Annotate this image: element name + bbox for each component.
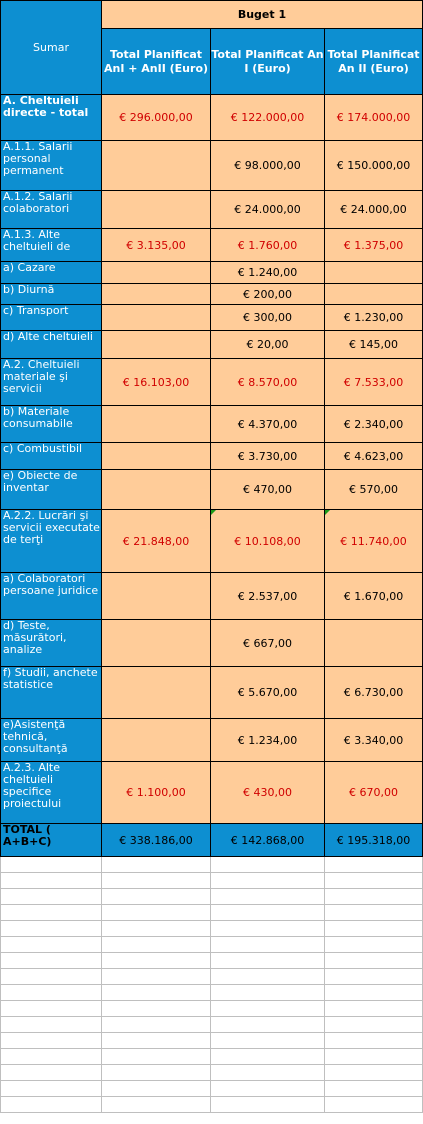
- empty-row: [1, 969, 423, 985]
- table-row: [1, 359, 423, 406]
- cell-an2[interactable]: [325, 284, 423, 305]
- cell-total[interactable]: [102, 262, 211, 284]
- cell-total[interactable]: [102, 719, 211, 762]
- cell-an2[interactable]: € 174.000,00: [325, 95, 423, 141]
- empty-row: [1, 905, 423, 921]
- empty-cell[interactable]: [102, 1001, 211, 1017]
- empty-row: [1, 1081, 423, 1097]
- table-row: [1, 262, 423, 284]
- row-label: a) Cazare: [1, 262, 102, 284]
- row-label: A.1.3. Alte cheltuieli de: [1, 229, 102, 262]
- empty-cell[interactable]: [102, 1081, 211, 1097]
- empty-cell[interactable]: [1, 1001, 102, 1017]
- empty-cell[interactable]: [211, 1065, 325, 1081]
- empty-cell[interactable]: [102, 953, 211, 969]
- cell-total[interactable]: [102, 470, 211, 510]
- cell-an2[interactable]: € 11.740,00: [325, 510, 423, 573]
- empty-row: [1, 889, 423, 905]
- empty-cell[interactable]: [102, 1065, 211, 1081]
- cell-an1[interactable]: € 20,00: [211, 331, 325, 359]
- empty-cell[interactable]: [102, 937, 211, 953]
- empty-cell[interactable]: [325, 1097, 423, 1113]
- empty-cell[interactable]: [325, 1049, 423, 1065]
- empty-cell[interactable]: [1, 937, 102, 953]
- table-row: [1, 443, 423, 470]
- empty-cell[interactable]: [325, 1017, 423, 1033]
- cell-an1[interactable]: € 3.730,00: [211, 443, 325, 470]
- empty-cell[interactable]: [211, 857, 325, 873]
- cell-an2[interactable]: € 670,00: [325, 762, 423, 824]
- empty-cell[interactable]: [325, 953, 423, 969]
- empty-cell[interactable]: [102, 1033, 211, 1049]
- empty-cell[interactable]: [211, 1001, 325, 1017]
- row-label: d) Teste, măsurători, analize: [1, 620, 102, 667]
- row-label: e)Asistenţă tehnică, consultanţă: [1, 719, 102, 762]
- empty-cell[interactable]: [325, 873, 423, 889]
- empty-cell[interactable]: [1, 1017, 102, 1033]
- cell-an2[interactable]: € 2.340,00: [325, 406, 423, 443]
- empty-cell[interactable]: [1, 1065, 102, 1081]
- table-row: [1, 510, 423, 573]
- empty-cell[interactable]: [1, 873, 102, 889]
- cell-an1[interactable]: € 1.760,00: [211, 229, 325, 262]
- table-row: [1, 305, 423, 331]
- empty-cell[interactable]: [1, 953, 102, 969]
- cell-total[interactable]: [102, 573, 211, 620]
- empty-row: [1, 1033, 423, 1049]
- empty-cell[interactable]: [1, 1097, 102, 1113]
- cell-an2[interactable]: € 3.340,00: [325, 719, 423, 762]
- row-label: a) Colaboratori persoane juridice: [1, 573, 102, 620]
- empty-cell[interactable]: [1, 1033, 102, 1049]
- cell-total[interactable]: [102, 284, 211, 305]
- cell-an1[interactable]: € 122.000,00: [211, 95, 325, 141]
- cell-total[interactable]: € 3.135,00: [102, 229, 211, 262]
- empty-row: [1, 1097, 423, 1113]
- cell-an2[interactable]: € 6.730,00: [325, 667, 423, 719]
- empty-cell[interactable]: [211, 1033, 325, 1049]
- empty-row: [1, 1017, 423, 1033]
- empty-cell[interactable]: [325, 937, 423, 953]
- cell-an1[interactable]: € 4.370,00: [211, 406, 325, 443]
- cell-an2[interactable]: € 1.670,00: [325, 573, 423, 620]
- empty-cell[interactable]: [325, 857, 423, 873]
- empty-row: [1, 1065, 423, 1081]
- cell-an1[interactable]: € 98.000,00: [211, 141, 325, 191]
- empty-cell[interactable]: [211, 985, 325, 1001]
- cell-total[interactable]: [102, 667, 211, 719]
- empty-cell[interactable]: [325, 1001, 423, 1017]
- row-label: e) Obiecte de inventar: [1, 470, 102, 510]
- empty-cell[interactable]: [211, 1017, 325, 1033]
- cell-an1[interactable]: € 200,00: [211, 284, 325, 305]
- cell-total[interactable]: [102, 331, 211, 359]
- empty-cell[interactable]: [325, 1065, 423, 1081]
- empty-cell[interactable]: [1, 985, 102, 1001]
- cell-an1[interactable]: € 430,00: [211, 762, 325, 824]
- empty-cell[interactable]: [102, 1017, 211, 1033]
- empty-row: [1, 953, 423, 969]
- col-total-an2-header: Total Planificat An II (Euro): [325, 29, 423, 95]
- table-row: [1, 719, 423, 762]
- empty-cell[interactable]: [211, 937, 325, 953]
- cell-an1[interactable]: € 10.108,00: [211, 510, 325, 573]
- empty-cell[interactable]: [102, 921, 211, 937]
- sumar-header: Sumar: [1, 1, 102, 95]
- cell-an2[interactable]: [325, 620, 423, 667]
- total-an2[interactable]: € 195.318,00: [325, 824, 423, 857]
- table-row: [1, 470, 423, 510]
- total-label: TOTAL ( A+B+C): [1, 824, 102, 857]
- empty-cell[interactable]: [1, 1049, 102, 1065]
- empty-cell[interactable]: [1, 905, 102, 921]
- cell-total[interactable]: [102, 443, 211, 470]
- row-label: c) Combustibil: [1, 443, 102, 470]
- empty-cell[interactable]: [211, 905, 325, 921]
- row-label: d) Alte cheltuieli: [1, 331, 102, 359]
- total-an1-an2[interactable]: € 338.186,00: [102, 824, 211, 857]
- table-row: [1, 229, 423, 262]
- row-label: A. Cheltuieli directe - total: [1, 95, 102, 141]
- cell-an2[interactable]: € 150.000,00: [325, 141, 423, 191]
- table-row: [1, 191, 423, 229]
- empty-cell[interactable]: [325, 1033, 423, 1049]
- empty-cell[interactable]: [102, 1049, 211, 1065]
- empty-cell[interactable]: [211, 1049, 325, 1065]
- cell-an1[interactable]: € 2.537,00: [211, 573, 325, 620]
- empty-cell[interactable]: [1, 1081, 102, 1097]
- table-row: [1, 620, 423, 667]
- empty-row: [1, 1001, 423, 1017]
- empty-cell[interactable]: [211, 969, 325, 985]
- cell-an1[interactable]: € 470,00: [211, 470, 325, 510]
- empty-cell[interactable]: [325, 969, 423, 985]
- buget-header: Buget 1: [102, 1, 423, 29]
- empty-cell[interactable]: [102, 1097, 211, 1113]
- empty-row: [1, 857, 423, 873]
- empty-cell[interactable]: [325, 889, 423, 905]
- cell-an1[interactable]: € 667,00: [211, 620, 325, 667]
- table-row: [1, 331, 423, 359]
- row-label: A.1.2. Salarii colaboratori: [1, 191, 102, 229]
- total-an1[interactable]: € 142.868,00: [211, 824, 325, 857]
- empty-cell[interactable]: [211, 1097, 325, 1113]
- empty-cell[interactable]: [102, 969, 211, 985]
- cell-an2[interactable]: € 570,00: [325, 470, 423, 510]
- cell-an1[interactable]: € 24.000,00: [211, 191, 325, 229]
- empty-cell[interactable]: [211, 921, 325, 937]
- table-row: [1, 95, 423, 141]
- cell-total[interactable]: € 296.000,00: [102, 95, 211, 141]
- empty-cell[interactable]: [102, 873, 211, 889]
- empty-row: [1, 937, 423, 953]
- empty-cell[interactable]: [211, 889, 325, 905]
- row-label: A.2.2. Lucrări şi servicii executate de terţi: [1, 510, 102, 573]
- empty-cell[interactable]: [325, 905, 423, 921]
- empty-row: [1, 1049, 423, 1065]
- cell-total[interactable]: [102, 305, 211, 331]
- cell-total[interactable]: [102, 141, 211, 191]
- empty-cell[interactable]: [102, 857, 211, 873]
- empty-row: [1, 873, 423, 889]
- empty-cell[interactable]: [211, 953, 325, 969]
- empty-row: [1, 921, 423, 937]
- empty-cell[interactable]: [211, 1081, 325, 1097]
- empty-cell[interactable]: [211, 873, 325, 889]
- empty-cell[interactable]: [102, 889, 211, 905]
- cell-total[interactable]: [102, 191, 211, 229]
- table-row: [1, 406, 423, 443]
- row-label: f) Studii, anchete statistice: [1, 667, 102, 719]
- cell-total[interactable]: [102, 406, 211, 443]
- cell-an2[interactable]: € 1.230,00: [325, 305, 423, 331]
- cell-total[interactable]: € 21.848,00: [102, 510, 211, 573]
- empty-cell[interactable]: [1, 969, 102, 985]
- empty-row: [1, 985, 423, 1001]
- empty-cell[interactable]: [325, 921, 423, 937]
- cell-an2[interactable]: € 145,00: [325, 331, 423, 359]
- table-row: [1, 141, 423, 191]
- col-total-an1-header: Total Planificat An I (Euro): [211, 29, 325, 95]
- cell-an2[interactable]: € 1.375,00: [325, 229, 423, 262]
- row-label: c) Transport: [1, 305, 102, 331]
- cell-an2[interactable]: € 7.533,00: [325, 359, 423, 406]
- row-label: A.1.1. Salarii personal permanent: [1, 141, 102, 191]
- table-row: [1, 284, 423, 305]
- cell-an2[interactable]: € 4.623,00: [325, 443, 423, 470]
- cell-an1[interactable]: € 8.570,00: [211, 359, 325, 406]
- empty-cell[interactable]: [1, 921, 102, 937]
- cell-an2[interactable]: € 24.000,00: [325, 191, 423, 229]
- empty-cell[interactable]: [102, 905, 211, 921]
- cell-an1[interactable]: € 1.240,00: [211, 262, 325, 284]
- cell-total[interactable]: € 16.103,00: [102, 359, 211, 406]
- empty-cell[interactable]: [1, 857, 102, 873]
- empty-cell[interactable]: [325, 985, 423, 1001]
- row-label: A.2. Cheltuieli materiale şi servicii: [1, 359, 102, 406]
- cell-an2[interactable]: [325, 262, 423, 284]
- cell-total[interactable]: € 1.100,00: [102, 762, 211, 824]
- table-row: [1, 667, 423, 719]
- cell-an1[interactable]: € 300,00: [211, 305, 325, 331]
- cell-total[interactable]: [102, 620, 211, 667]
- table-row: [1, 573, 423, 620]
- empty-cell[interactable]: [325, 1081, 423, 1097]
- cell-an1[interactable]: € 5.670,00: [211, 667, 325, 719]
- col-total-an1-an2-header: Total Planificat AnI + AnII (Euro): [102, 29, 211, 95]
- total-row: [1, 824, 423, 857]
- table-row: [1, 762, 423, 824]
- row-label: b) Diurnă: [1, 284, 102, 305]
- row-label: A.2.3. Alte cheltuieli specifice proiectului: [1, 762, 102, 824]
- cell-an1[interactable]: € 1.234,00: [211, 719, 325, 762]
- row-label: b) Materiale consumabile: [1, 406, 102, 443]
- empty-cell[interactable]: [102, 985, 211, 1001]
- empty-cell[interactable]: [1, 889, 102, 905]
